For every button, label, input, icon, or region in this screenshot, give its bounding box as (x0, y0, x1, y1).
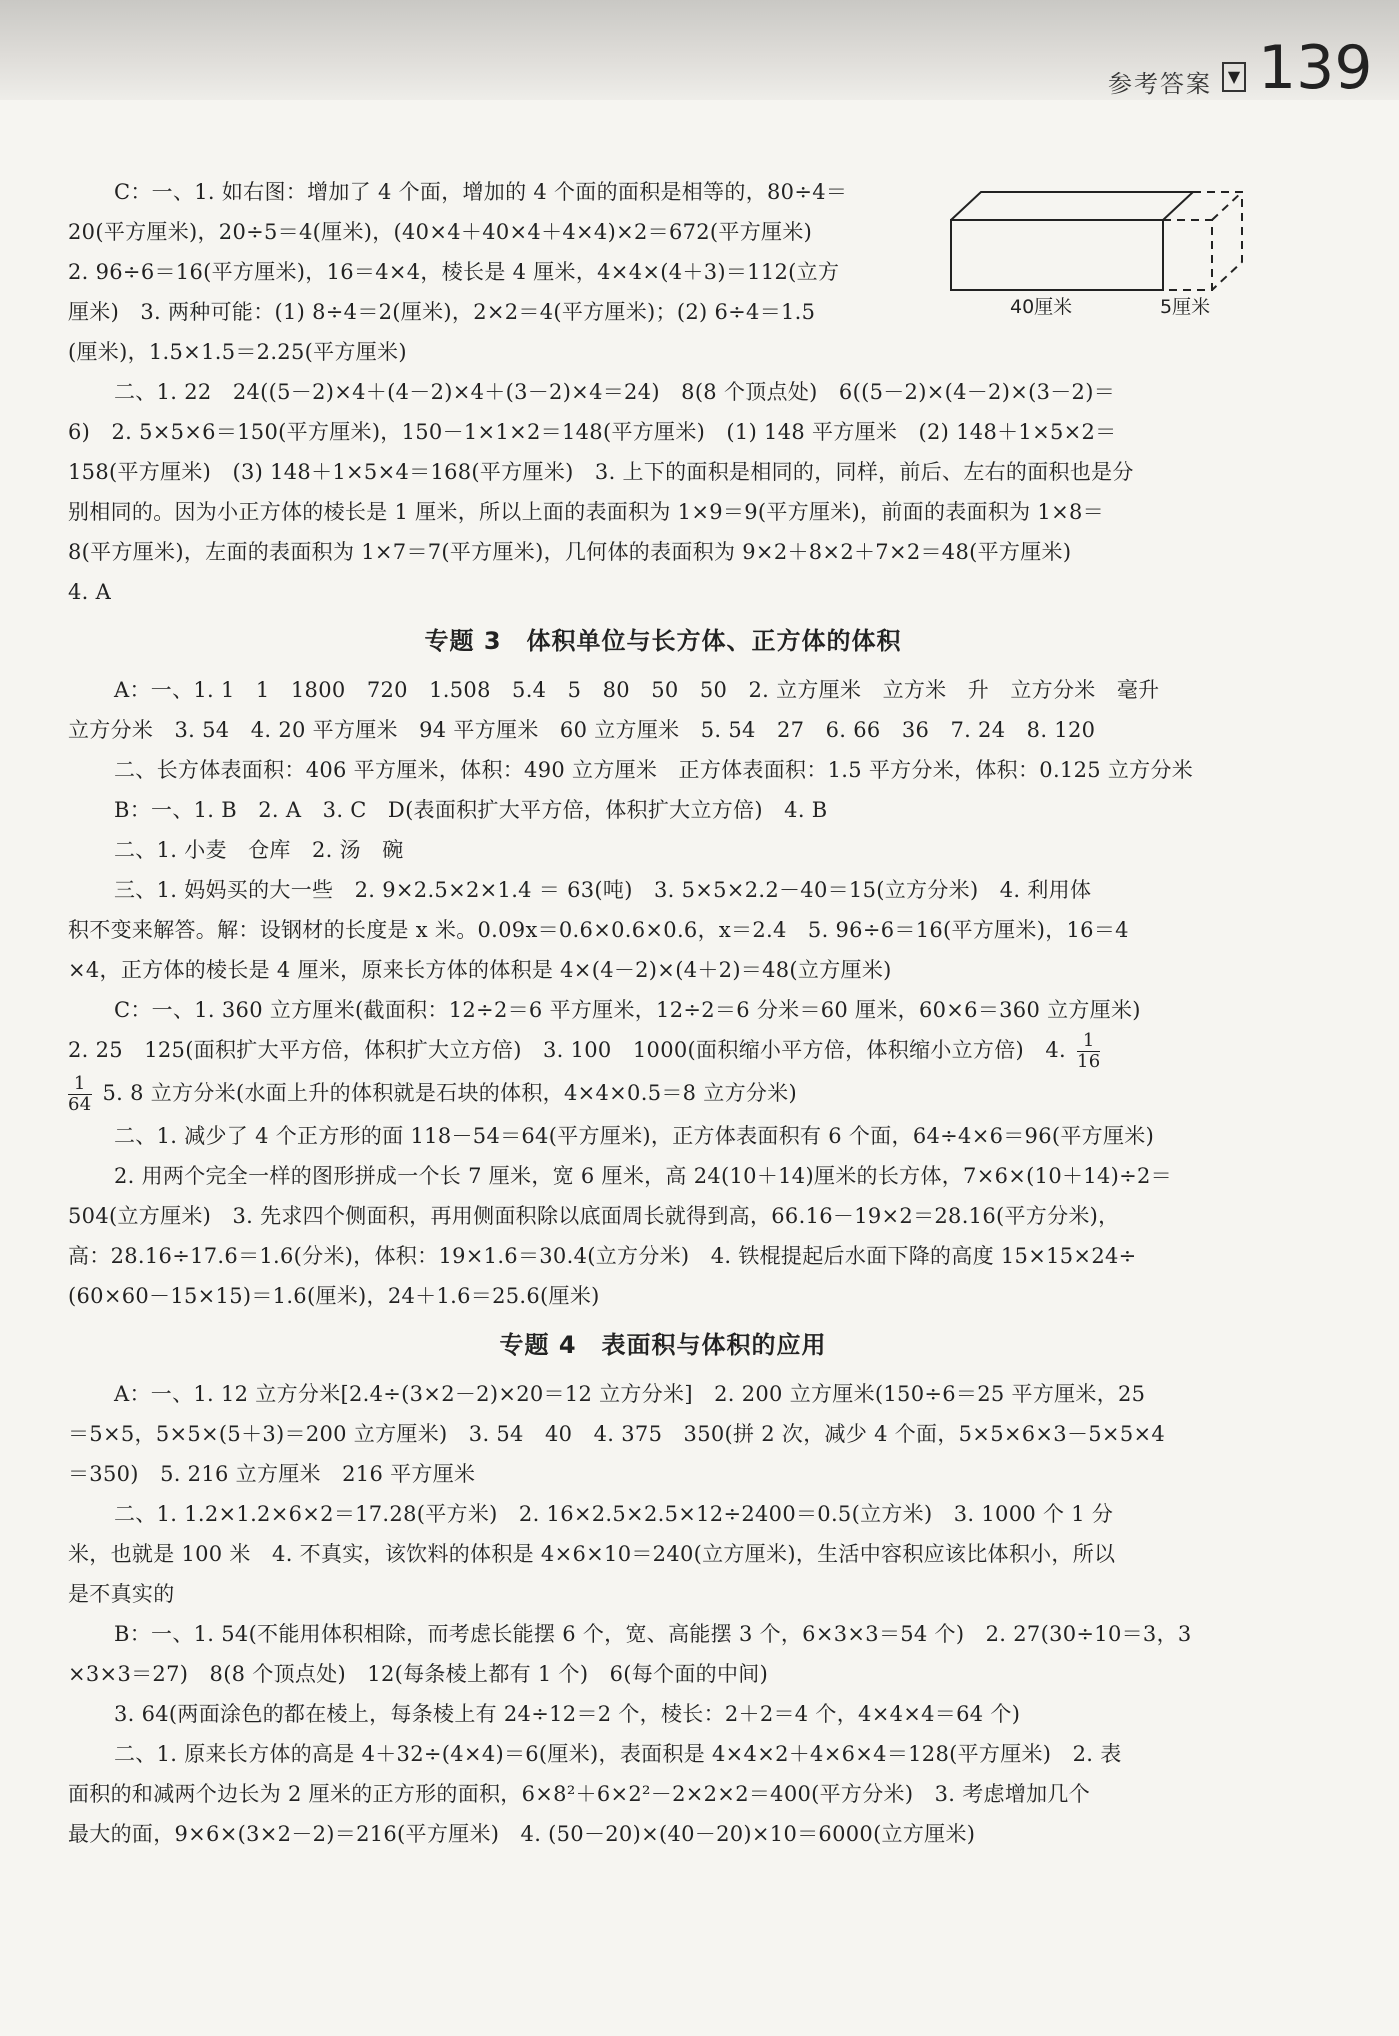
text-line: 面积的和减两个边长为 2 厘米的正方形的面积，6×8²＋6×2²－2×2×2＝400(平方分米) 3. 考虑增加几个 (68, 1782, 1091, 1806)
answer-content (68, 172, 1258, 1854)
text-line: (厘米)，1.5×1.5＝2.25(平方厘米) (68, 340, 407, 364)
figure-label-length: 40厘米 (1010, 296, 1073, 318)
section-3-title: 专题 3 体积单位与长方体、正方体的体积 (424, 627, 902, 655)
text-line: 4. A (68, 580, 112, 604)
text-line: B：一、1. 54(不能用体积相除，而考虑长能摆 6 个，宽、高能摆 3 个，6×3×3＝54 个) 2. 27(30÷10＝3，3 (114, 1622, 1192, 1646)
text-line: 三、1. 妈妈买的大一些 2. 9×2.5×2×1.4 ＝ 63(吨) 3. 5×5×2.2－40＝15(立方分米) 4. 利用体 (114, 878, 1092, 902)
section-4-title: 专题 4 表面积与体积的应用 (499, 1331, 827, 1359)
text-line: 别相同的。因为小正方体的棱长是 1 厘米，所以上面的表面积为 1×9＝9(平方厘米)，前面的表面积为 1×8＝ (68, 500, 1104, 524)
text-line: 积不变来解答。解：设钢材的长度是 x 米。0.09x＝0.6×0.6×0.6，x＝2.4 5. 96÷6＝16(平方厘米)，16＝4 (68, 918, 1129, 942)
text-line: 504(立方厘米) 3. 先求四个侧面积，再用侧面积除以底面周长就得到高，66.16－19×2＝28.16(平方分米)， (68, 1204, 1120, 1228)
text-line: A：一、1. 1 1 1800 720 1.508 5.4 5 80 50 50 2. 立方厘米 立方米 升 立方分米 毫升 (114, 678, 1160, 702)
fraction-denominator: 16 (1076, 1051, 1101, 1072)
text-line: (60×60－15×15)＝1.6(厘米)，24＋1.6＝25.6(厘米) (68, 1284, 600, 1308)
text-line: 158(平方厘米) (3) 148＋1×5×4＝168(平方厘米) 3. 上下的面积是相同的，同样，前后、左右的面积也是分 (68, 460, 1134, 484)
text-line: A：一、1. 12 立方分米[2.4÷(3×2－2)×20＝12 立方分米] 2. 200 立方厘米(150÷6＝25 平方厘米，25 (114, 1382, 1146, 1406)
text-line: ＝5×5，5×5×(5＋3)＝200 立方厘米) 3. 54 40 4. 375 350(拼 2 次，减少 4 个面，5×5×6×3－5×5×4 (68, 1422, 1166, 1446)
text-line: 最大的面，9×6×(3×2－2)＝216(平方厘米) 4. (50－20)×(40－20)×10＝6000(立方厘米) (68, 1822, 976, 1846)
text-span: 2. 25 125(面积扩大平方倍，体积扩大立方倍) 3. 100 1000(面积缩小平方倍，体积缩小立方倍) 4. (68, 1038, 1066, 1062)
header-label: 参考答案 (1108, 70, 1212, 98)
text-line: 2. 用两个完全一样的图形拼成一个长 7 厘米，宽 6 厘米，高 24(10＋14)厘米的长方体，7×6×(10＋14)÷2＝ (114, 1164, 1172, 1188)
text-line: 20(平方厘米)，20÷5＝4(厘米)，(40×4＋40×4＋4×4)×2＝672(平方厘米) (68, 220, 813, 244)
text-line: ＝350) 5. 216 立方厘米 216 平方厘米 (68, 1462, 476, 1486)
text-line: 二、1. 减少了 4 个正方形的面 118－54＝64(平方厘米)，正方体表面积有 6 个面，64÷4×6＝96(平方厘米) (114, 1124, 1155, 1148)
text-line: 是不真实的 (68, 1582, 175, 1606)
fraction-numerator: 1 (1077, 1031, 1101, 1052)
text-line: ×3×3＝27) 8(8 个顶点处) 12(每条棱上都有 1 个) 6(每个面的中间) (68, 1662, 769, 1686)
text-line: 二、1. 22 24((5－2)×4＋(4－2)×4＋(3－2)×4＝24) 8(8 个顶点处) 6((5－2)×(4－2)×(3－2)＝ (114, 380, 1116, 404)
text-line: 厘米) 3. 两种可能：(1) 8÷4＝2(厘米)，2×2＝4(平方厘米)；(2) 6÷4＝1.5 (68, 300, 816, 324)
text-line (68, 1030, 1258, 1070)
text-line: 二、1. 小麦 仓库 2. 汤 碗 (114, 838, 404, 862)
fraction (68, 1074, 92, 1115)
text-span: 5. 8 立方分米(水面上升的体积就是石块的体积，4×4×0.5＝8 立方分米) (102, 1081, 797, 1105)
down-arrow-icon: ▼ (1222, 62, 1246, 92)
text-line: 2. 96÷6＝16(平方厘米)，16＝4×4，棱长是 4 厘米，4×4×(4＋3)＝112(立方 (68, 260, 840, 284)
fraction (1077, 1031, 1101, 1072)
text-line: 二、1. 原来长方体的高是 4＋32÷(4×4)＝6(厘米)，表面积是 4×4×2＋4×6×4＝128(平方厘米) 2. 表 (114, 1742, 1122, 1766)
text-line: 高：28.16÷17.6＝1.6(分米)，体积：19×1.6＝30.4(立方分米) 4. 铁棍提起后水面下降的高度 15×15×24÷ (68, 1244, 1137, 1268)
text-line: B：一、1. B 2. A 3. C D(表面积扩大平方倍，体积扩大立方倍) 4. B (114, 798, 828, 822)
text-line: 立方分米 3. 54 4. 20 平方厘米 94 平方厘米 60 立方厘米 5. 54 27 6. 66 36 7. 24 8. 120 (68, 718, 1096, 742)
fraction-numerator: 1 (68, 1074, 92, 1095)
text-line: C：一、1. 如右图：增加了 4 个面，增加的 4 个面的面积是相等的，80÷4＝ (114, 180, 848, 204)
figure-label-width: 5厘米 (1160, 296, 1211, 318)
text-line: 8(平方厘米)，左面的表面积为 1×7＝7(平方厘米)，几何体的表面积为 9×2＋8×2＋7×2＝48(平方厘米) (68, 540, 1072, 564)
text-line: 6) 2. 5×5×6＝150(平方厘米)，150－1×1×2＝148(平方厘米) (1) 148 平方厘米 (2) 148＋1×5×2＝ (68, 420, 1117, 444)
text-line: 二、1. 1.2×1.2×6×2＝17.28(平方米) 2. 16×2.5×2.5×12÷2400＝0.5(立方米) 3. 1000 个 1 分 (114, 1502, 1114, 1526)
text-line: ×4，正方体的棱长是 4 厘米，原来长方体的体积是 4×(4－2)×(4＋2)＝48(立方厘米) (68, 958, 892, 982)
text-line: 3. 64(两面涂色的都在棱上，每条棱上有 24÷12＝2 个，棱长：2＋2＝4 个，4×4×4＝64 个) (114, 1702, 1021, 1726)
text-line: 米，也就是 100 米 4. 不真实，该饮料的体积是 4×6×10＝240(立方厘米)，生活中容积应该比体积小，所以 (68, 1542, 1116, 1566)
fraction-denominator: 64 (68, 1094, 92, 1115)
page-number: 139 (1258, 33, 1373, 103)
text-line (68, 1070, 1258, 1116)
text-line: 二、长方体表面积：406 平方厘米，体积：490 立方厘米 正方体表面积：1.5 平方分米，体积：0.125 立方分米 (114, 758, 1194, 782)
text-line: C：一、1. 360 立方厘米(截面积：12÷2＝6 平方厘米，12÷2＝6 分米＝60 厘米，60×6＝360 立方厘米) (114, 998, 1141, 1022)
